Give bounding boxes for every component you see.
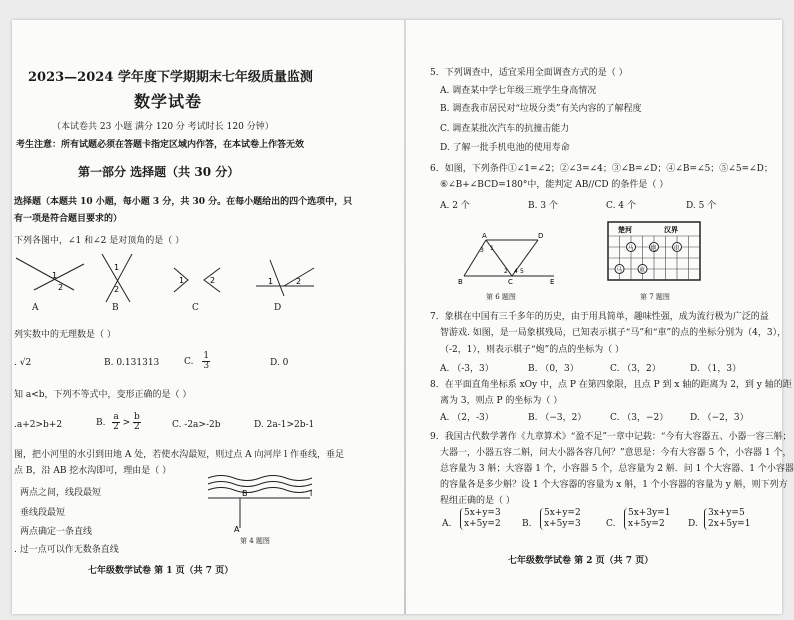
q6-point-a: A xyxy=(482,232,487,240)
q6-point-c: C xyxy=(508,278,513,286)
q1-option-a: A xyxy=(32,303,39,313)
q2-stem: 列实数中的无理数是（ ） xyxy=(14,330,116,340)
q1-a-angle1: 1 xyxy=(52,271,58,280)
q3-stem: 知 a<b，下列不等式中，变形正确的是（ ） xyxy=(14,390,192,400)
instructions-line2: 有一项是符合题目要求的） xyxy=(14,214,123,224)
q5-option-b: B. 调查我市居民对“垃圾分类”有关内容的了解程度 xyxy=(440,104,642,114)
q9-option-b-system xyxy=(540,508,581,530)
q3-option-b-label: B. xyxy=(96,418,106,428)
q6-point-d: D xyxy=(538,232,544,240)
q6-option-c: C. 4 个 xyxy=(606,201,636,211)
exam-title: 2023—2024 学年度下学期期末七年级质量监测 xyxy=(28,70,313,85)
river-waves xyxy=(208,476,312,493)
part1-heading: 第一部分 选择题（共 30 分） xyxy=(78,165,240,179)
q7-option-b: B. （0，3） xyxy=(528,364,579,374)
q7-figure-caption: 第 7 题图 xyxy=(640,293,670,301)
q3-option-b xyxy=(96,413,141,432)
q9-option-c-label: C. xyxy=(606,519,616,529)
q4-stem-line2: 点 B，沿 AB 挖水沟即可，理由是（ ） xyxy=(14,466,172,476)
q4-stem-line1: 图，把小河里的水引到田地 A 处，若使水沟最短，则过点 A 向河岸 l 作垂线，垂足 xyxy=(14,450,345,460)
q4-river-figure xyxy=(206,470,316,540)
q6-angle-2: 2 xyxy=(504,268,508,275)
q6-point-b: B xyxy=(458,278,463,286)
q3-option-d: D. 2a-1>2b-1 xyxy=(254,420,315,430)
q6-option-a: A. 2 个 xyxy=(440,201,470,211)
q3-gt-sign: > xyxy=(122,418,131,428)
q1-b-angle2: 2 xyxy=(114,285,120,294)
q5-stem: 5．下列调查中，适宜采用全面调查方式的是（ ） xyxy=(430,68,628,78)
q1-fig-b xyxy=(102,254,132,302)
q4-option-b: 垂线段最短 xyxy=(20,508,66,518)
exam-subject: 数学试卷 xyxy=(134,92,203,111)
q9-c-eq1: 5x+3y=1 xyxy=(628,508,671,518)
right-page-footer: 七年级数学试卷 第 2 页（共 7 页） xyxy=(508,556,654,566)
q7-option-c: C. （3，2） xyxy=(610,364,661,374)
q9-stem-line5: 程组正确的是（ ） xyxy=(440,496,515,506)
q5-option-a: A. 调查某中学七年级三班学生身高情况 xyxy=(440,86,597,96)
q6-angle-5: 5 xyxy=(520,268,524,275)
q9-option-d-system xyxy=(704,508,750,530)
q6-option-d: D. 5 个 xyxy=(686,201,717,211)
q6-line-ab xyxy=(464,240,486,276)
q9-stem-line1: 9．我国古代数学著作《九章算术》“盈不足”一章中记载：“今有大容器五、小器一容三斛； xyxy=(430,432,792,442)
q9-option-a-label: A. xyxy=(442,519,452,529)
q7-stem-line3: （-2，1），则表示棋子“炮”的点的坐标为（ ） xyxy=(440,345,625,355)
q5-option-d: D. 了解一批手机电池的使用寿命 xyxy=(440,143,570,153)
page-fold-divider xyxy=(404,20,406,614)
q2-fraction-den: 3 xyxy=(203,361,210,371)
q1-option-d: D xyxy=(274,303,282,313)
q3-option-c: C. -2a>-2b xyxy=(172,420,221,430)
q1-figures xyxy=(14,250,354,310)
q1-d-angle2: 2 xyxy=(296,277,302,286)
q9-d-eq1: 3x+y=5 xyxy=(708,508,745,518)
q8-stem-line1: 8．在平面直角坐标系 xOy 中，点 P 在第四象限，且点 P 到 x 轴的距离为 2，到 y 轴的距 xyxy=(430,380,792,390)
q3-option-a: .a+2>b+2 xyxy=(14,420,63,430)
q3-frac-den2: 2 xyxy=(134,422,140,432)
piece-pao-label: 炮 xyxy=(650,245,657,252)
chess-piece-pao xyxy=(650,243,659,253)
q6-stem-line2: ⑥∠B+∠BCD=180°中，能判定 AB//CD 的条件是（ ） xyxy=(440,180,669,190)
q3-frac-num1: a xyxy=(113,412,119,422)
q1-a-angle2: 2 xyxy=(58,283,64,292)
q4-option-c: 两点确定一条直线 xyxy=(20,527,93,537)
q8-stem-line2: 离为 3，则点 P 的坐标为（ ） xyxy=(440,396,563,406)
q7-stem-line2: 智游戏. 如图，是一局象棋残局，已知表示棋子“马”和“車”的点的坐标分别为（4，3）， xyxy=(440,328,787,338)
q3-frac-den1: 2 xyxy=(113,422,119,432)
board-river-left: 楚河 xyxy=(618,226,632,234)
q4-label-l: l xyxy=(310,489,313,498)
q9-stem-line3: 总容量为 3 斛；大容器 1 个，小容器 5 个，总容量为 2 斛．问 1 个大容器、1 个小容器 xyxy=(440,464,794,474)
piece-ma-2-label: 马 xyxy=(616,267,623,274)
q9-stem-line2: 大器一，小器五容二斛，问大小器各容几何？”意思是：今有大容器 5 个，小容器 1 个， xyxy=(440,448,792,458)
q6-angle-4: 4 xyxy=(514,268,518,275)
q4-option-d: . 过一点可以作无数条直线 xyxy=(14,545,119,555)
q4-label-a: A xyxy=(234,525,240,534)
chess-piece-che-1 xyxy=(673,243,682,253)
q9-option-c-system xyxy=(624,508,670,530)
q9-d-eq2: 2x+5y=1 xyxy=(708,519,751,529)
q6-figure-caption: 第 6 题图 xyxy=(486,293,516,301)
q4-option-a: 两点之间，线段最短 xyxy=(20,488,102,498)
board-river-right: 汉界 xyxy=(664,226,678,234)
q9-b-eq1: 5x+y=2 xyxy=(544,508,581,518)
exam-notice: 考生注意：所有试题必须在答题卡指定区域内作答，在本试卷上作答无效 xyxy=(16,140,305,150)
q9-c-eq2: x+5y=2 xyxy=(628,519,665,529)
q8-option-b: B. （−3，2） xyxy=(528,413,587,423)
piece-che-2-label: 車 xyxy=(639,267,646,274)
q6-option-b: B. 3 个 xyxy=(528,201,558,211)
piece-ma-1-label: 马 xyxy=(627,245,634,252)
q9-option-b-label: B. xyxy=(522,519,532,529)
q1-b-angle1: 1 xyxy=(114,263,120,272)
q9-option-d-label: D. xyxy=(688,519,698,529)
left-page-footer: 七年级数学试卷 第 1 页（共 7 页） xyxy=(88,566,234,576)
instructions-line1: 选择题（本题共 10 小题，每小题 3 分，共 30 分。在每小题给出的四个选项中，只 xyxy=(14,197,353,207)
q3-fraction-left xyxy=(112,413,119,432)
q1-stem: 下列各图中，∠1 和∠2 是对顶角的是（ ） xyxy=(14,236,185,246)
q8-option-c: C. （3，−2） xyxy=(610,413,669,423)
q6-stem-line1: 6．如图，下列条件①∠1=∠2；②∠3=∠4；③∠B=∠D；④∠B=∠5；⑤∠5=∠D； xyxy=(430,164,773,174)
q2-option-c-label: C. xyxy=(184,357,194,367)
q6-point-e: E xyxy=(550,278,555,286)
q9-b-eq2: x+5y=3 xyxy=(544,519,581,529)
q2-option-a: . √2 xyxy=(14,358,32,368)
q2-option-c xyxy=(184,352,210,371)
q4-figure-caption: 第 4 题图 xyxy=(240,537,270,545)
q2-fraction-num: 1 xyxy=(203,351,210,361)
chess-piece-ma-2 xyxy=(615,265,624,275)
q1-d-angle1: 1 xyxy=(268,277,274,286)
exam-meta: （本试卷共 23 小题 满分 120 分 考试时长 120 分钟） xyxy=(52,122,274,132)
chess-piece-ma-1 xyxy=(627,243,636,253)
q9-a-eq2: x+5y=2 xyxy=(464,519,501,529)
q7-stem-line1: 7．象棋在中国有三千多年的历史，由于用具简单，趣味性强，成为流行极为广泛的益 xyxy=(430,312,769,322)
q3-frac-num2: b xyxy=(134,412,140,422)
q1-c-angle2: 2 xyxy=(210,276,216,285)
q6-figure xyxy=(458,232,558,288)
q8-option-a: A. （2，-3） xyxy=(440,413,494,423)
q6-angle-3: 3 xyxy=(480,247,484,254)
q1-fig-a xyxy=(16,258,84,290)
q7-option-a: A. （-3，3） xyxy=(440,364,494,374)
q2-option-b: B. 0.131313 xyxy=(104,358,160,368)
q3-fraction-right xyxy=(133,413,141,432)
q7-option-d: D. （1，3） xyxy=(690,364,742,374)
q9-a-eq1: 5x+y=3 xyxy=(464,508,501,518)
piece-che-1-label: 車 xyxy=(673,245,680,252)
q5-option-c: C. 调查某批次汽车的抗撞击能力 xyxy=(440,124,570,134)
q7-chess-board xyxy=(608,222,700,284)
q9-stem-line4: 的容量各是多少斛？设 1 个大容器的容量为 x 斛，1 个小容器的容量为 y 斛，则下列方 xyxy=(440,480,788,490)
q1-fig-d xyxy=(256,260,314,296)
q9-option-a-system xyxy=(460,508,501,530)
q1-option-c: C xyxy=(192,303,199,313)
q6-angle-1: 1 xyxy=(490,245,494,252)
q8-option-d: D. （−2，3） xyxy=(690,413,749,423)
q2-option-d: D. 0 xyxy=(270,358,289,368)
q1-c-angle1: 1 xyxy=(179,276,185,285)
q2-fraction xyxy=(202,352,210,371)
q4-label-b: B xyxy=(242,489,248,498)
q1-option-b: B xyxy=(112,303,119,313)
chess-piece-che-2 xyxy=(638,265,647,275)
